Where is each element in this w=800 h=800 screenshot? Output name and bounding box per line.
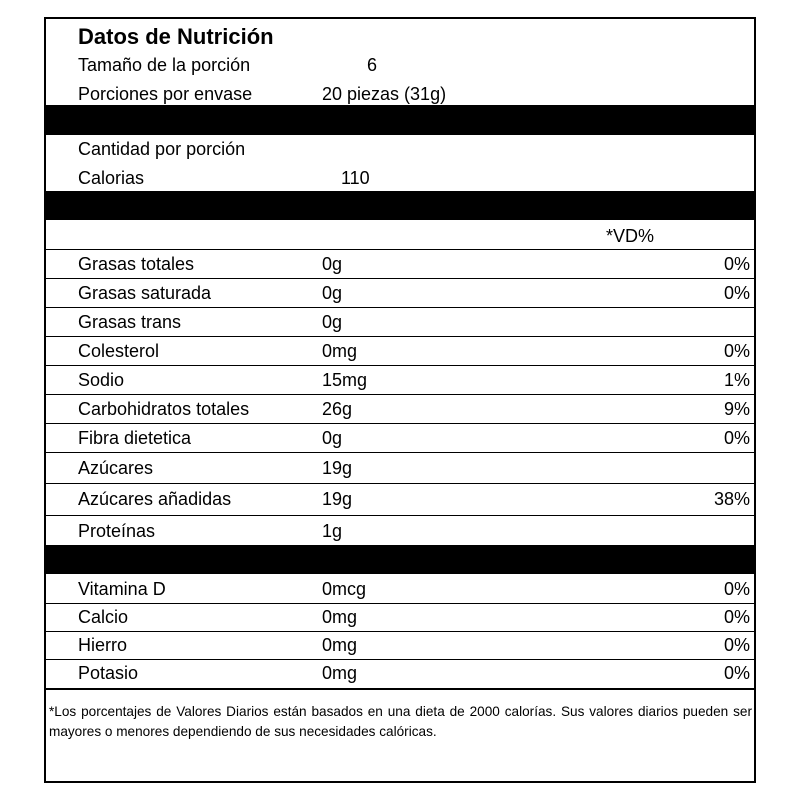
row-divider — [46, 307, 754, 308]
servings-per-container-value: 20 piezas (31g) — [322, 84, 447, 104]
vitamin-daily-value: 0% — [723, 607, 750, 627]
nutrient-amount: 15mg — [322, 370, 368, 390]
nutrient-amount: 0g — [322, 428, 343, 448]
nutrient-daily-value: 1% — [723, 370, 750, 390]
nutrient-name: Azúcares añadidas — [78, 489, 232, 509]
row-divider — [46, 483, 754, 484]
row-divider — [46, 423, 754, 424]
nutrient-name: Fibra dietetica — [78, 428, 192, 448]
row-divider — [46, 631, 754, 632]
row-divider — [46, 365, 754, 366]
nutrient-name: Colesterol — [78, 341, 160, 361]
amount-per-serving-heading: Cantidad por porción — [78, 139, 246, 159]
row-divider — [46, 515, 754, 516]
vitamin-daily-value: 0% — [723, 579, 750, 599]
calories-value: 110 — [341, 168, 370, 188]
serving-size-value: 6 — [367, 55, 378, 75]
row-divider — [46, 659, 754, 660]
nutrient-amount: 0g — [322, 254, 343, 274]
row-divider — [46, 394, 754, 395]
nutrient-name: Grasas totales — [78, 254, 195, 274]
row-divider — [46, 278, 754, 279]
nutrient-amount: 19g — [322, 489, 353, 509]
nutrient-daily-value: 38% — [713, 489, 750, 509]
calories-label: Calorias — [78, 168, 145, 188]
footnote: *Los porcentajes de Valores Diarios están basados en una dieta de 2000 calorías. Sus valores diarios pueden ser mayores o menores dependiendo de sus necesidades calóricas. — [49, 704, 752, 739]
serving-size-label: Tamaño de la porción — [78, 55, 251, 75]
label-title: Datos de Nutrición — [78, 24, 274, 49]
nutrient-daily-value: 0% — [723, 254, 750, 274]
vitamin-name: Vitamina D — [78, 579, 166, 599]
vitamin-daily-value: 0% — [723, 635, 750, 655]
nutrient-name: Sodio — [78, 370, 125, 390]
row-divider — [46, 249, 754, 250]
nutrient-name: Proteínas — [78, 521, 156, 541]
vitamin-daily-value: 0% — [723, 663, 750, 683]
nutrient-daily-value: 0% — [723, 341, 750, 361]
nutrient-amount: 1g — [322, 521, 343, 541]
servings-per-container-label: Porciones por envase — [78, 84, 253, 104]
nutrient-daily-value: 0% — [723, 428, 750, 448]
nutrient-name: Carbohidratos totales — [78, 399, 250, 419]
nutrient-amount: 0mg — [322, 341, 358, 361]
row-divider — [46, 452, 754, 453]
vitamin-name: Hierro — [78, 635, 128, 655]
nutrient-name: Grasas saturada — [78, 283, 212, 303]
footnote-divider — [46, 688, 754, 690]
separator-bar — [46, 105, 754, 135]
nutrition-facts-label — [44, 17, 756, 783]
nutrient-amount: 26g — [322, 399, 353, 419]
nutrient-amount: 19g — [322, 458, 353, 478]
vitamin-amount: 0mg — [322, 635, 358, 655]
nutrient-name: Grasas trans — [78, 312, 182, 332]
separator-bar — [46, 545, 754, 574]
vitamin-amount: 0mcg — [322, 579, 367, 599]
row-divider — [46, 336, 754, 337]
vitamin-amount: 0mg — [322, 607, 358, 627]
vitamin-amount: 0mg — [322, 663, 358, 683]
nutrient-amount: 0g — [322, 312, 343, 332]
nutrient-daily-value: 9% — [723, 399, 750, 419]
nutrient-name: Azúcares — [78, 458, 154, 478]
daily-value-header: *VD% — [606, 226, 655, 246]
vitamin-name: Potasio — [78, 663, 139, 683]
vitamin-name: Calcio — [78, 607, 129, 627]
nutrient-amount: 0g — [322, 283, 343, 303]
separator-bar — [46, 191, 754, 220]
nutrient-daily-value: 0% — [723, 283, 750, 303]
row-divider — [46, 603, 754, 604]
